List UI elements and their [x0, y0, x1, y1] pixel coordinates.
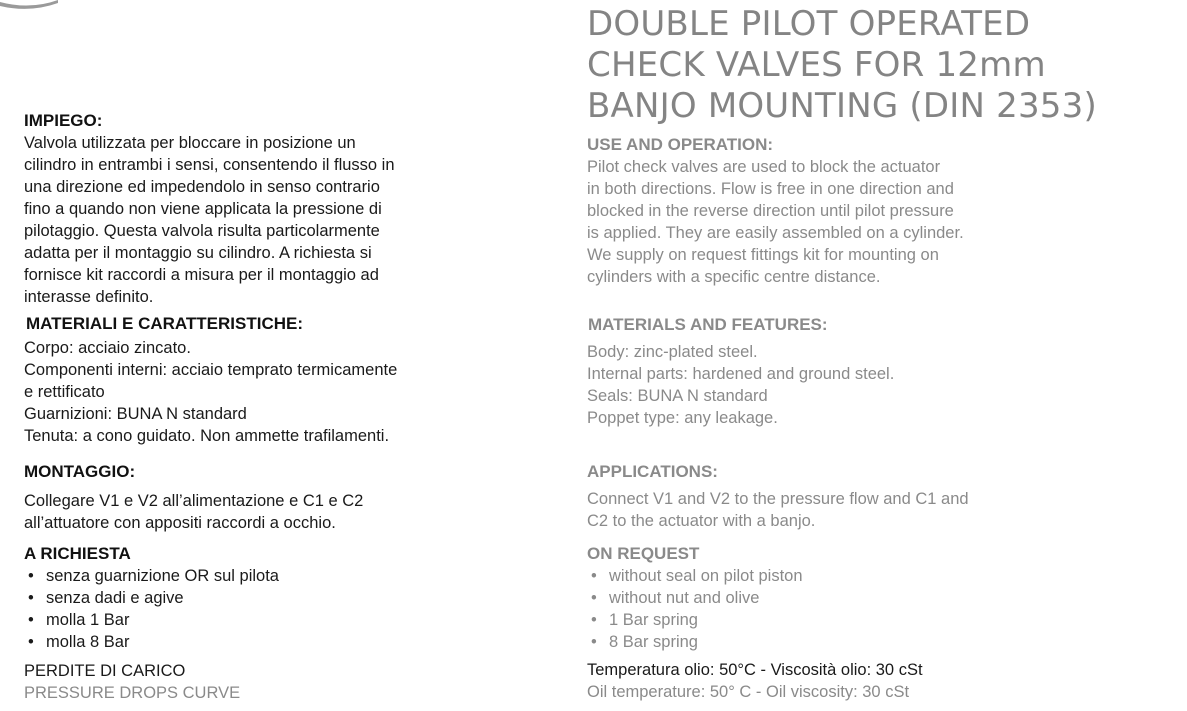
heading-applications: APPLICATIONS:	[587, 462, 718, 481]
list-on-request	[587, 565, 1147, 653]
section-materiali-text	[24, 337, 464, 447]
text-impiego: Valvola utilizzata per bloccare in posizione un cilindro in entrambi i sensi, consentendo il flusso in una direzione ed impedendolo in senso contrario fino a quando non viene applicata la pressione di pilotaggio. Questa valvola risulta particolarmente adatta per il montaggio su cilindro. A richiesta si fornisce kit raccordi a misura per il montaggio ad interasse definito.	[24, 134, 395, 306]
section-perdite	[24, 660, 464, 704]
heading-materiali: MATERIALI E CARATTERISTICHE:	[26, 314, 304, 333]
section-materiali	[26, 313, 466, 335]
text-materiali: Corpo: acciaio zincato. Componenti interni: acciaio temprato termicamente e rettificato Guarnizioni: BUNA N standard Tenuta: a cono guidato. Non ammette trafilamenti.	[24, 339, 398, 445]
heading-on-request: ON REQUEST	[587, 544, 700, 563]
section-oil-temperature	[587, 659, 1167, 703]
text-use-and-operation: Pilot check valves are used to block the actuator in both directions. Flow is free in one direction and blocked in the reverse direction until pilot pressure is applied. They are easily assembled on a cylinder. We supply on request fittings kit for mounting on cylinders with a specific centre distance.	[587, 158, 964, 286]
heading-a-richiesta: A RICHIESTA	[24, 544, 131, 563]
page-title: DOUBLE PILOT OPERATED CHECK VALVES FOR 12mm BANJO MOUNTING (DIN 2353)	[587, 4, 1097, 126]
label-pressure-drops-curve: PRESSURE DROPS CURVE	[24, 684, 241, 702]
section-use-and-operation	[587, 134, 1147, 288]
text-montaggio: Collegare V1 e V2 all’alimentazione e C1 e C2 all’attuatore con appositi raccordi a occhio.	[24, 492, 364, 532]
label-temperatura-olio: Temperatura olio: 50°C - Viscosità olio: 30 cSt	[587, 661, 923, 679]
list-item: • molla 1 Bar	[24, 609, 464, 631]
section-materials-text	[587, 341, 1147, 429]
heading-use-and-operation: USE AND OPERATION:	[587, 135, 774, 154]
list-item: • molla 8 Bar	[24, 631, 464, 653]
section-applications	[587, 461, 1147, 483]
list-item: • without nut and olive	[587, 587, 1147, 609]
corner-swoosh-decoration	[0, 0, 60, 14]
label-oil-temperature: Oil temperature: 50° C - Oil viscosity: 30 cSt	[587, 683, 910, 701]
list-a-richiesta	[24, 565, 464, 653]
section-montaggio	[24, 461, 464, 483]
section-montaggio-text	[24, 490, 464, 534]
section-materials	[588, 314, 1148, 336]
list-item: • 8 Bar spring	[587, 631, 1147, 653]
section-applications-text	[587, 488, 1147, 532]
list-item: • without seal on pilot piston	[587, 565, 1147, 587]
section-impiego	[24, 110, 464, 308]
list-item: • senza dadi e agive	[24, 587, 464, 609]
text-materials-and-features: Body: zinc-plated steel. Internal parts: hardened and ground steel. Seals: BUNA N standard Poppet type: any leakage.	[587, 343, 895, 427]
heading-materials-and-features: MATERIALS AND FEATURES:	[588, 315, 828, 334]
heading-montaggio: MONTAGGIO:	[24, 462, 136, 481]
text-applications: Connect V1 and V2 to the pressure flow and C1 and C2 to the actuator with a banjo.	[587, 490, 969, 530]
label-perdite-di-carico: PERDITE DI CARICO	[24, 662, 186, 680]
list-item: • 1 Bar spring	[587, 609, 1147, 631]
section-a-richiesta	[24, 543, 464, 653]
list-item: • senza guarnizione OR sul pilota	[24, 565, 464, 587]
section-on-request	[587, 543, 1147, 653]
heading-impiego: IMPIEGO:	[24, 111, 103, 130]
